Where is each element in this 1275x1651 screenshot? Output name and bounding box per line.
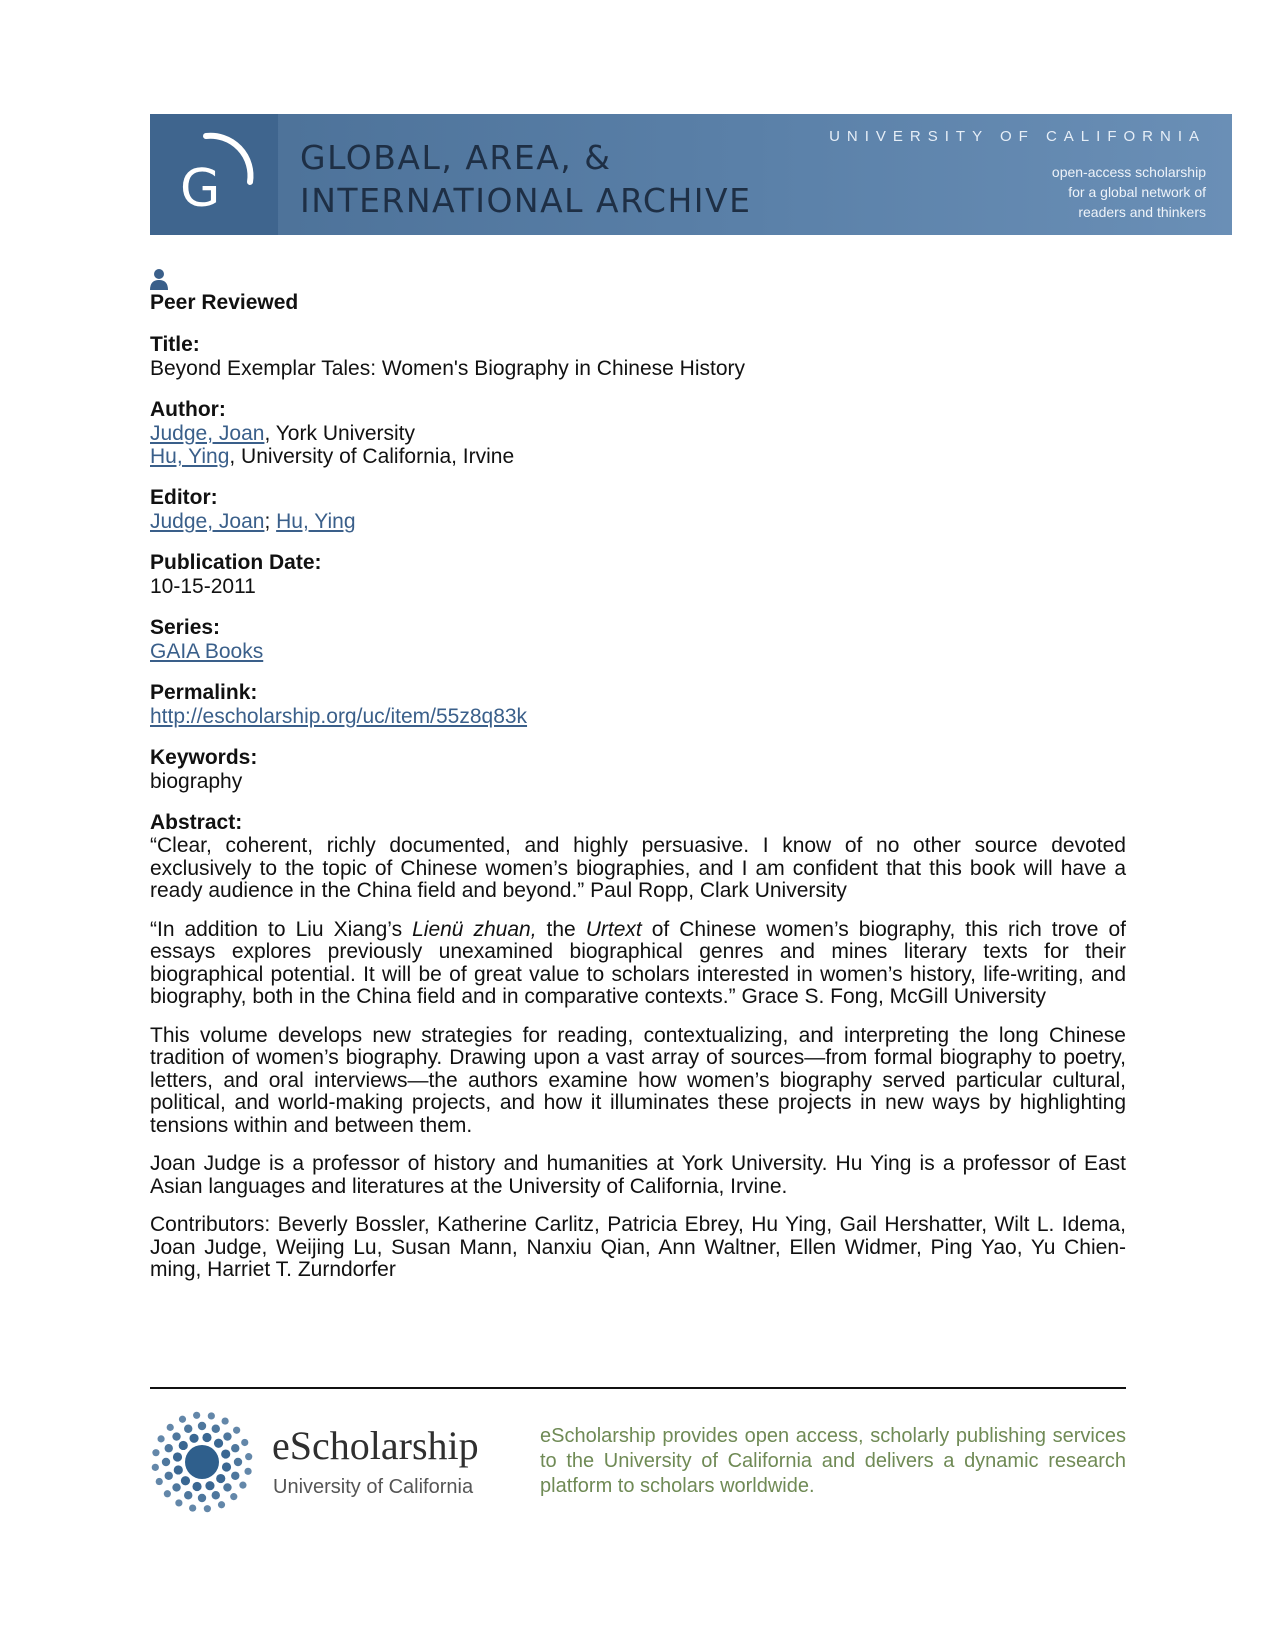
abstract-italic: Lienü zhuan, — [412, 917, 537, 941]
author-entry — [150, 445, 1126, 468]
permalink-section — [150, 680, 1126, 728]
author-link[interactable]: Hu, Ying — [150, 445, 230, 468]
tagline-line: for a global network of — [1068, 184, 1206, 200]
author-section — [150, 397, 1126, 468]
abstract-paragraph: Contributors: Beverly Bossler, Katherine Carlitz, Patricia Ebrey, Hu Ying, Gail Hershatter, Wilt L. Idema, Joan Judge, Weijing Lu, Susan Mann, Nanxiu Qian, Ann Waltner, Ellen Widmer, Ping Yao, Yu Chien-ming, Harriet T. Zurndorfer — [150, 1213, 1126, 1281]
abstract-text: “In addition to Liu Xiang’s — [150, 917, 413, 941]
publication-date-label: Publication Date: — [150, 551, 322, 574]
keywords-section — [150, 745, 1126, 793]
abstract-paragraph — [150, 919, 1126, 1009]
abstract-italic: Urtext — [585, 917, 642, 941]
escholarship-dots-icon — [150, 1410, 254, 1514]
gaia-logo — [150, 114, 278, 235]
peer-reviewed-badge — [150, 268, 1126, 315]
escholarship-description: eScholarship provides open access, scholarly publishing services to the University of California and delivers a dynamic research platform to scholars worldwide. — [540, 1425, 1126, 1497]
abstract-section — [150, 810, 1126, 1282]
keywords: biography — [150, 770, 243, 793]
series-link[interactable]: GAIA Books — [150, 640, 264, 663]
peer-reviewed-label: Peer Reviewed — [150, 291, 299, 314]
banner-tagline — [966, 162, 1206, 222]
series-label: Series: — [150, 616, 221, 639]
permalink-label: Permalink: — [150, 681, 258, 704]
author-link[interactable]: Judge, Joan — [150, 422, 265, 445]
archive-banner — [150, 114, 1232, 235]
abstract-paragraph: “Clear, coherent, richly documented, and highly persuasive. I know of no other source devoted exclusively to the topic of Chinese women’s biographies, and I am confident that this book will have a ready audience in the China field and beyond.” Paul Ropp, Clark University — [150, 834, 1126, 902]
abstract-text: of Chinese women’s biography, this rich trove of essays explores previously unexamined biographical genres and mines literary texts for their biographical potential. It will be of great value to scholars interested in women’s history, life-writing, and biography, both in the China field and in comparative contexts.” Grace S. Fong, McGill University — [150, 917, 1126, 1008]
person-icon — [150, 268, 168, 290]
escholarship-wordmark: eScholarship — [272, 1423, 479, 1468]
escholarship-logo[interactable] — [150, 1410, 480, 1518]
editor-link[interactable]: Judge, Joan — [150, 510, 265, 533]
abstract-paragraph: This volume develops new strategies for reading, contextualizing, and interpreting the long Chinese tradition of women’s biography. Drawing upon a vast array of sources—from formal biography to poetry, letters, and oral interviews—the authors examine how women’s biography served particular cultural, political, and world-making projects, and how it illuminates these projects in new ways by highlighting tensions within and between them. — [150, 1023, 1126, 1137]
tagline-line: readers and thinkers — [1078, 204, 1206, 220]
university-name: UNIVERSITY OF CALIFORNIA — [829, 128, 1206, 145]
editor-section — [150, 485, 1126, 533]
abstract-paragraph: Joan Judge is a professor of history and humanities at York University. Hu Ying is a professor of East Asian languages and literatures at the University of California, Irvine. — [150, 1152, 1126, 1198]
escholarship-subtitle: University of California — [273, 1476, 474, 1498]
permalink-link[interactable]: http://escholarship.org/uc/item/55z8q83k — [150, 705, 528, 728]
footer-divider — [150, 1387, 1126, 1389]
archive-title-line1: GLOBAL, AREA, & — [300, 138, 612, 177]
publication-date-section — [150, 550, 1126, 598]
g-logo-icon — [168, 130, 260, 220]
title-section — [150, 332, 1126, 380]
editor-separator: ; — [264, 510, 277, 533]
series-section — [150, 615, 1126, 663]
archive-title-line2: INTERNATIONAL ARCHIVE — [300, 181, 752, 220]
author-label: Author: — [150, 398, 226, 421]
title-label: Title: — [150, 333, 200, 356]
permalink-entry — [150, 705, 1126, 728]
archive-title — [300, 136, 751, 222]
editor-label: Editor: — [150, 486, 218, 509]
author-affiliation: , York University — [264, 422, 415, 445]
svg-text:G: G — [180, 159, 221, 219]
keywords-label: Keywords: — [150, 746, 258, 769]
editor-link[interactable]: Hu, Ying — [276, 510, 356, 533]
series-entry — [150, 640, 1126, 663]
item-metadata — [150, 268, 1126, 1298]
abstract-text: the — [536, 917, 586, 941]
abstract-label: Abstract: — [150, 811, 243, 834]
tagline-line: open-access scholarship — [1051, 164, 1206, 180]
item-title: Beyond Exemplar Tales: Women's Biography in Chinese History — [150, 357, 746, 380]
author-affiliation: , University of California, Irvine — [229, 445, 515, 468]
publication-date: 10-15-2011 — [150, 575, 256, 598]
author-entry — [150, 422, 1126, 445]
editor-list — [150, 510, 1126, 533]
